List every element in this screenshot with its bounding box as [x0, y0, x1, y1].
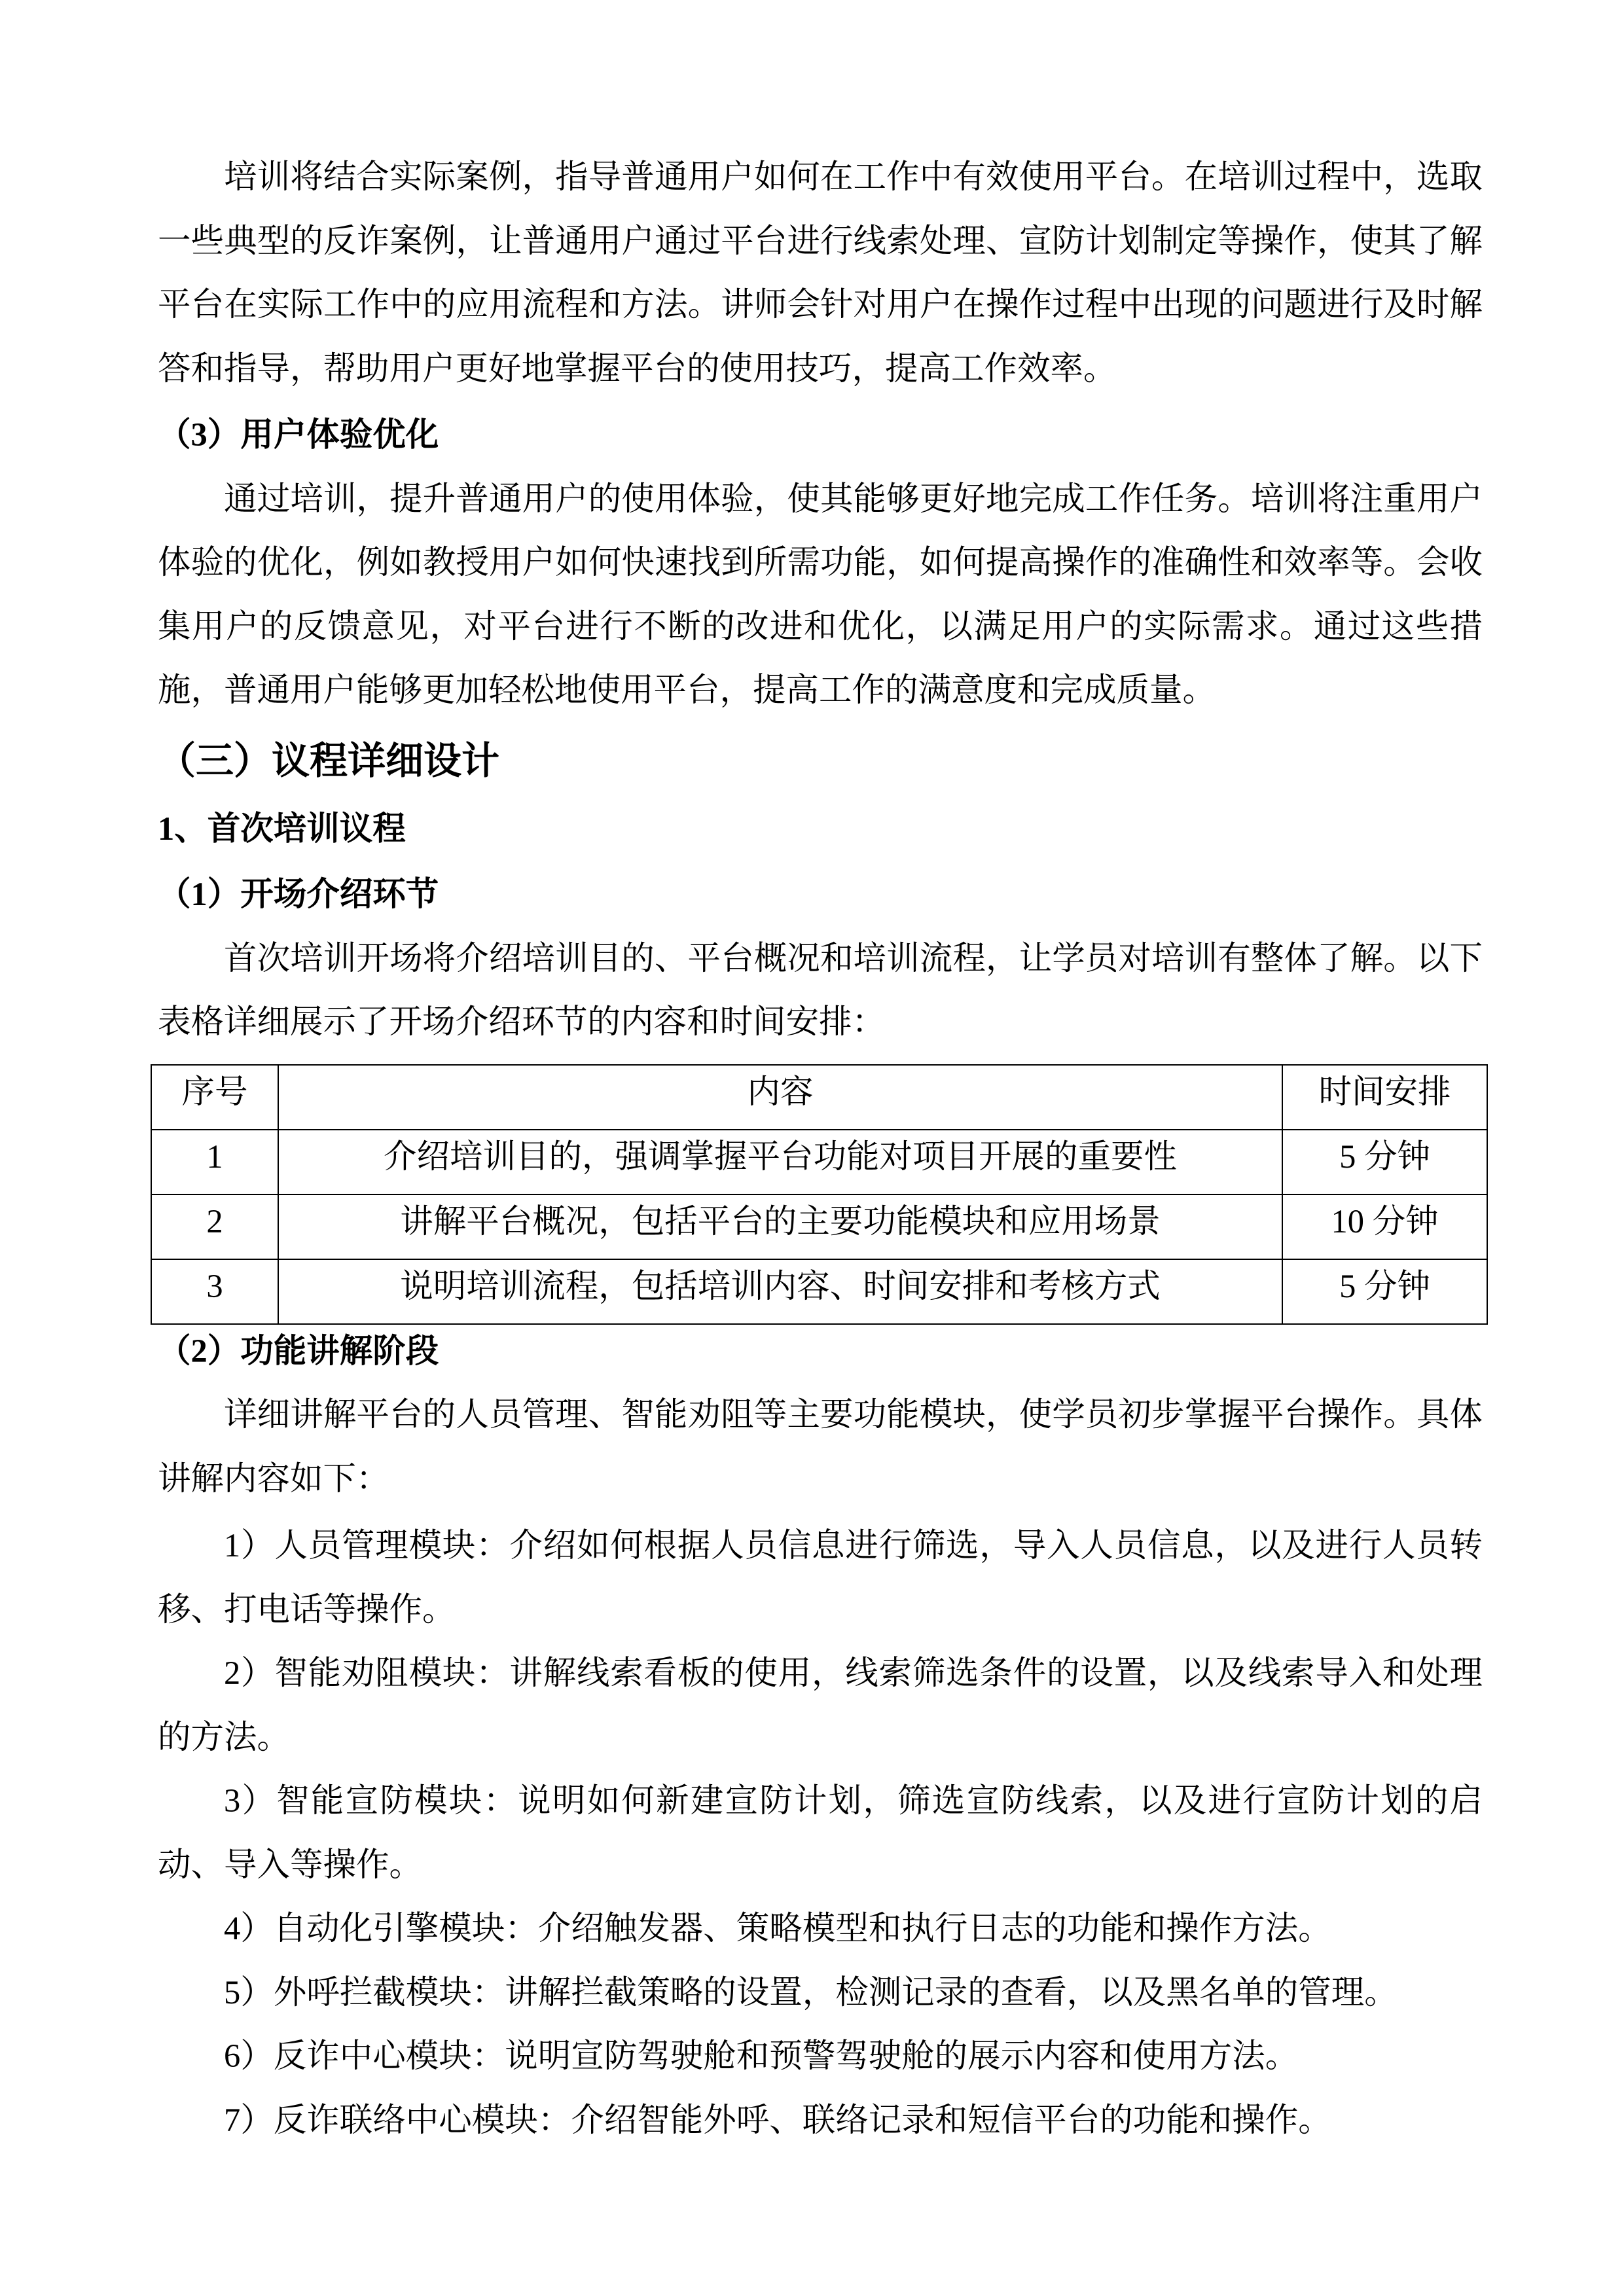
paragraph-user-experience: 通过培训，提升普通用户的使用体验，使其能够更好地完成工作任务。培训将注重用户体验的优化，例如教授用户如何快速找到所需功能，如何提高操作的准确性和效率等。会收集用户的反馈意见，对平台进行不断的改进和优化，以满足用户的实际需求。通过这些措施，普通用户能够更加轻松地使用平台，提高工作的满意度和完成质量。	[158, 480, 1483, 708]
paragraph-opening-intro: 首次培训开场将介绍培训目的、平台概况和培训流程，让学员对培训有整体了解。以下表格详细展示了开场介绍环节的内容和时间安排：	[158, 939, 1483, 1040]
section-heading-agenda: （三）议程详细设计	[158, 739, 500, 782]
heading-first-training: 1、首次培训议程	[158, 810, 406, 847]
list-item: 6）反诈中心模块：说明宣防驾驶舱和预警驾驶舱的展示内容和使用方法。	[224, 2037, 1299, 2074]
cell-content: 讲解平台概况，包括平台的主要功能模块和应用场景	[278, 1194, 1282, 1259]
cell-duration: 5 分钟	[1282, 1130, 1487, 1194]
cell-index: 3	[151, 1259, 278, 1324]
list-item: 7）反诈联络中心模块：介绍智能外呼、联络记录和短信平台的功能和操作。	[224, 2101, 1331, 2138]
module-list	[158, 1514, 1483, 2152]
list-item: 2）智能劝阻模块：讲解线索看板的使用，线索筛选条件的设置，以及线索导入和处理的方法。	[158, 1655, 1483, 1755]
list-item: 5）外呼拦截模块：讲解拦截策略的设置，检测记录的查看，以及黑名单的管理。	[224, 1973, 1398, 2011]
column-header-index: 序号	[151, 1065, 278, 1130]
table-row	[151, 1194, 1487, 1259]
table-row	[151, 1130, 1487, 1194]
column-header-duration: 时间安排	[1282, 1065, 1487, 1130]
list-item: 4）自动化引擎模块：介绍触发器、策略模型和执行日志的功能和操作方法。	[224, 1910, 1331, 1946]
list-item: 1）人员管理模块：介绍如何根据人员信息进行筛选，导入人员信息，以及进行人员转移、打电话等操作。	[158, 1527, 1483, 1628]
table-row	[151, 1259, 1487, 1324]
page-content	[158, 145, 1483, 2152]
column-header-content: 内容	[278, 1065, 1282, 1130]
paragraph-training-cases: 培训将结合实际案例，指导普通用户如何在工作中有效使用平台。在培训过程中，选取一些典型的反诈案例，让普通用户通过平台进行线索处理、宣防计划制定等操作，使其了解平台在实际工作中的应用流程和方法。讲师会针对用户在操作过程中出现的问题进行及时解答和指导，帮助用户更好地掌握平台的使用技巧，提高工作效率。	[158, 158, 1483, 387]
cell-index: 1	[151, 1130, 278, 1194]
heading-opening-intro: （1）开场介绍环节	[158, 876, 439, 912]
list-item: 3）智能宣防模块：说明如何新建宣防计划，筛选宣防线索，以及进行宣防计划的启动、导入等操作。	[158, 1782, 1483, 1883]
cell-content: 说明培训流程，包括培训内容、时间安排和考核方式	[278, 1259, 1282, 1324]
cell-duration: 5 分钟	[1282, 1259, 1487, 1324]
cell-content: 介绍培训目的，强调掌握平台功能对项目开展的重要性	[278, 1130, 1282, 1194]
table-header-row	[151, 1065, 1487, 1130]
heading-user-experience: （3）用户体验优化	[158, 416, 439, 453]
opening-schedule-table	[151, 1064, 1488, 1325]
paragraph-feature-intro: 详细讲解平台的人员管理、智能劝阻等主要功能模块，使学员初步掌握平台操作。具体讲解内容如下：	[158, 1396, 1483, 1497]
cell-index: 2	[151, 1194, 278, 1259]
cell-duration: 10 分钟	[1282, 1194, 1487, 1259]
heading-feature-explanation: （2）功能讲解阶段	[158, 1332, 439, 1369]
